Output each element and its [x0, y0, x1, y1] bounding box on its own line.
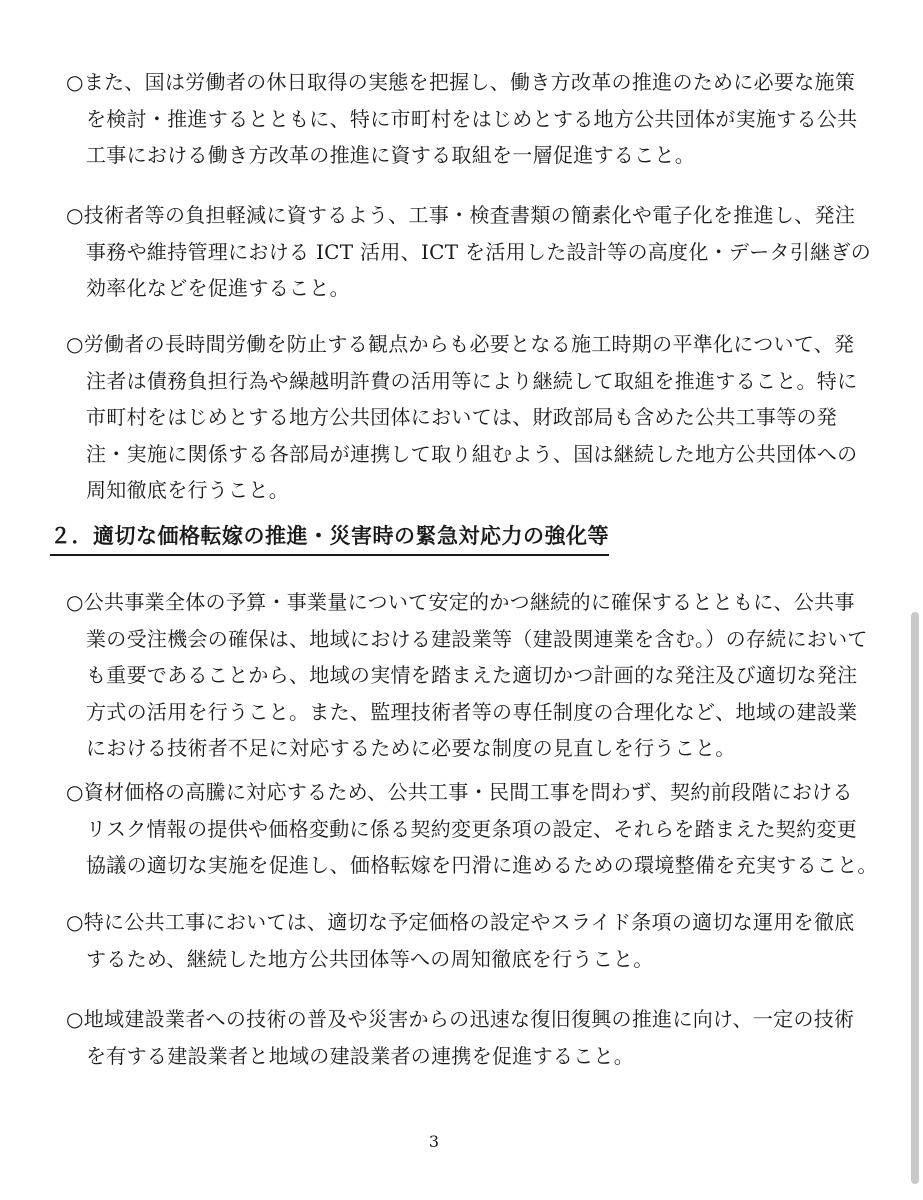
- paragraph-material-prices: [66, 774, 878, 884]
- paragraph-line: 業の受注機会の確保は、地域における建設業等（建設関連業を含む。）の存続において: [86, 626, 868, 651]
- paragraph-line: 協議の適切な実施を促進し、価格転嫁を円滑に進めるための環境整備を充実すること。: [86, 853, 878, 877]
- paragraph-line: 方式の活用を行うこと。また、監理技術者等の専任制度の合理化など、地域の建設業: [86, 699, 858, 724]
- paragraph-ict-burden: [66, 197, 872, 307]
- paragraph-line: ○公共事業全体の予算・事業量について安定的かつ継続的に確保するとともに、公共事: [66, 590, 855, 614]
- scrollbar-thumb[interactable]: [911, 612, 919, 1184]
- section-heading: ２．適切な価格転嫁の推進・災害時の緊急対応力の強化等: [50, 518, 609, 556]
- paragraph-line: ○資材価格の高騰に対応するため、公共工事・民間工事を問わず、契約前段階における: [66, 780, 853, 804]
- paragraph-line: を有する建設業者と地域の建設業者の連携を促進すること。: [86, 1043, 635, 1068]
- paragraph-line: 事務や維持管理における ICT 活用、ICT を活用した設計等の高度化・データ引継ぎの: [86, 239, 872, 264]
- paragraph-regional-builders: [66, 1001, 855, 1074]
- paragraph-line: ○また、国は労働者の休日取得の実態を把握し、働き方改革の推進のために必要な施策: [66, 70, 856, 94]
- paragraph-line: ○技術者等の負担軽減に資するよう、工事・検査書類の簡素化や電子化を推進し、発注: [66, 203, 856, 227]
- paragraph-line: するため、継続した地方公共団体等への周知徹底を行うこと。: [86, 946, 654, 971]
- paragraph-line: 工事における働き方改革の推進に資する取組を一層促進すること。: [86, 143, 695, 167]
- paragraph-line: 注・実施に関係する各部局が連携して取り組むよう、国は継続した地方公共団体への: [86, 441, 858, 466]
- paragraph-holiday-reform: [66, 64, 858, 174]
- paragraph-public-works-budget: [66, 584, 868, 767]
- paragraph-line: も重要であることから、地域の実情を踏まえた適切かつ計画的な発注及び適切な発注: [86, 663, 858, 687]
- paragraph-line: を検討・推進するとともに、特に市町村をはじめとする地方公共団体が実施する公共: [86, 106, 858, 131]
- paragraph-line: 周知徹底を行うこと。: [86, 478, 289, 502]
- paragraph-line: ○地域建設業者への技術の普及や災害からの迅速な復旧復興の推進に向け、一定の技術: [66, 1007, 855, 1031]
- paragraph-slide-clause: [66, 904, 855, 977]
- paragraph-line: における技術者不足に対応するために必要な制度の見直しを行うこと。: [86, 736, 736, 760]
- paragraph-line: ○特に公共工事においては、適切な予定価格の設定やスライド条項の適切な運用を徹底: [66, 910, 855, 934]
- page-number: 3: [428, 1132, 440, 1151]
- paragraph-line: 効率化などを促進すること。: [86, 276, 350, 300]
- paragraph-line: 市町村をはじめとする地方公共団体においては、財政部局も含めた公共工事等の発: [86, 405, 838, 429]
- paragraph-leveling-construction: [66, 326, 858, 509]
- paragraph-line: リスク情報の提供や価格変動に係る契約変更条項の設定、それらを踏まえた契約変更: [86, 816, 857, 841]
- paragraph-line: 注者は債務負担行為や繰越明許費の活用等により継続して取組を推進すること。特に: [86, 368, 858, 393]
- paragraph-line: ○労働者の長時間労働を防止する観点からも必要となる施工時期の平準化について、発: [66, 332, 855, 356]
